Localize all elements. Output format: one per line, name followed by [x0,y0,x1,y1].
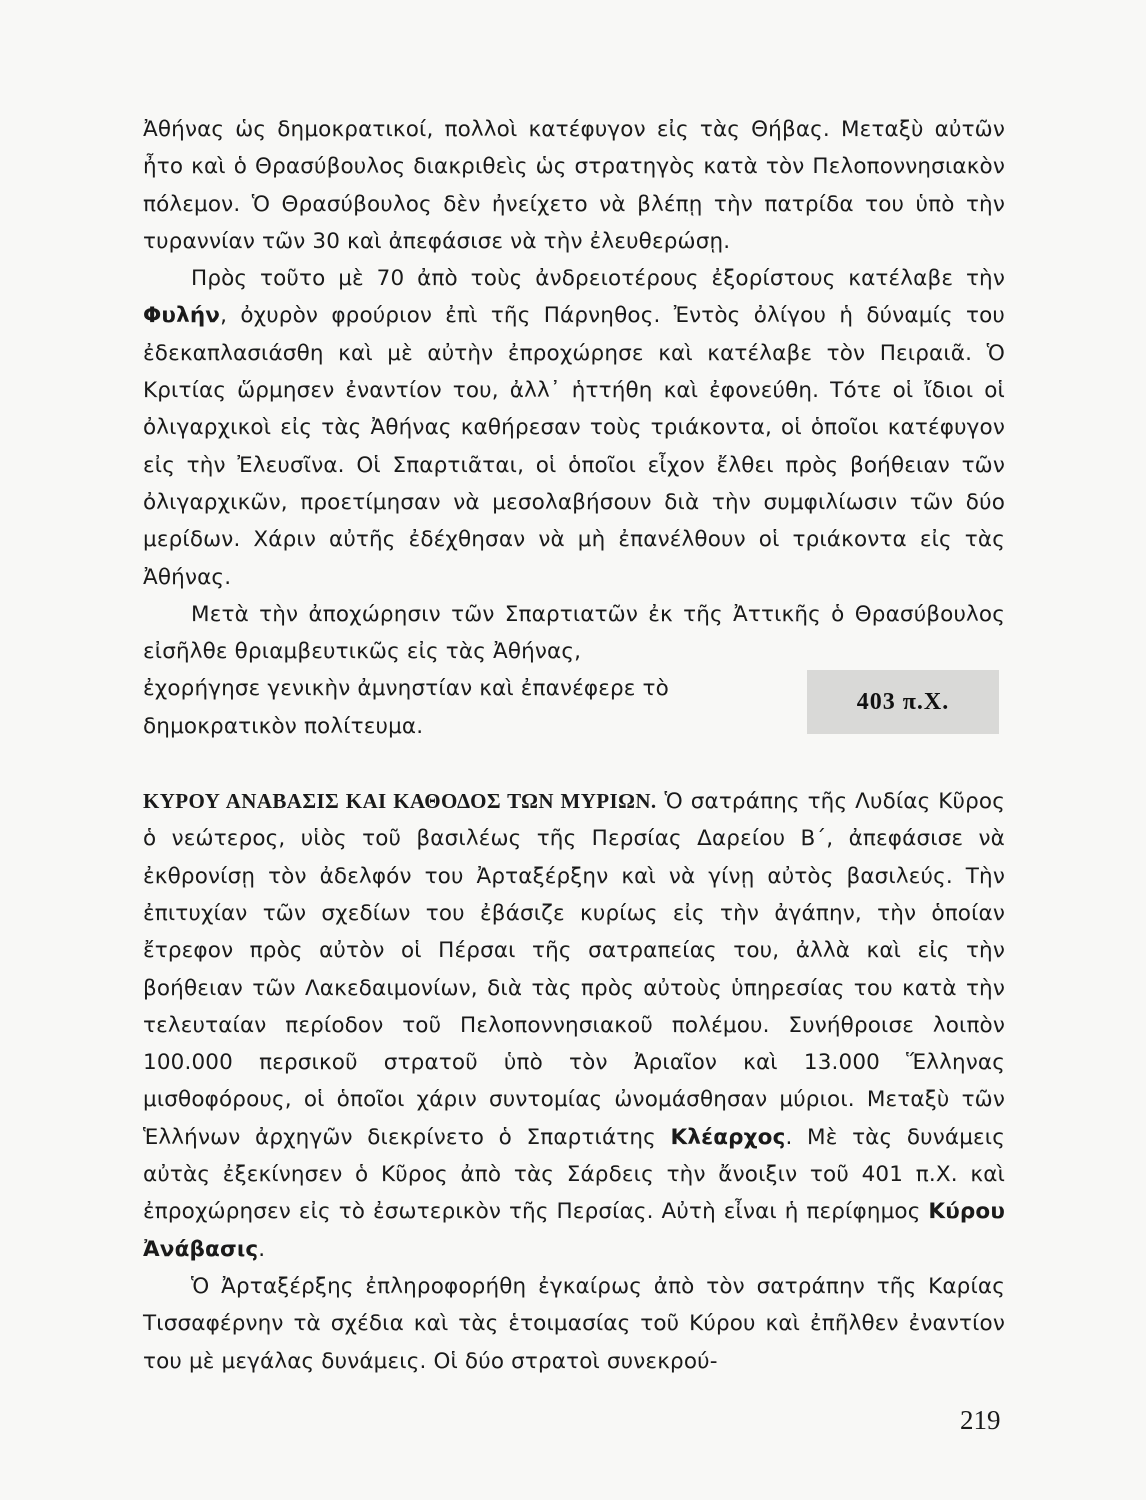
page-number: 219 [960,1405,1001,1435]
paragraph-return-end [143,708,783,745]
place-name-phyle: Φυλήν [143,303,221,329]
section-heading: ΚΥΡΟΥ ΑΝΑΒΑΣΙΣ ΚΑΙ ΚΑΘΟΔΟΣ ΤΩΝ ΜΥΡΙΩΝ. [143,789,657,814]
paragraph-text: Ἀθήνας ὡς δημοκρατικοί, πολλοὶ κατέφυγον εἰς τὰς Θήβας. Μεταξὺ αὐτῶν ἦτο καὶ ὁ Θρασύβουλος διακριθεὶς ὡς στρατηγὸς κατὰ τὸν Πελοποννησιακὸν πόλεμον. Ὁ Θρασύβουλος δὲν ἠνείχετο νὰ βλέπῃ τὴν πατρίδα του ὑπὸ τὴν τυραννίαν τῶν 30 καὶ ἀπεφάσισε νὰ τὴν ἐλευθερώσῃ. [143,117,1005,254]
paragraph-text: δημοκρατικὸν πολίτευμα. [143,713,424,739]
paragraph-text: Πρὸς τοῦτο μὲ 70 ἀπὸ τοὺς ἀνδρειοτέρους ἐξορίστους κατέλαβε τὴν [191,266,1005,292]
paragraph-text: , ὀχυρὸν φρούριον ἐπὶ τῆς Πάρνηθος. Ἐντὸς ὀλίγου ἡ δύναμίς του ἐδεκαπλασιάσθη καὶ μὲ αὐτὴν ἐπροχώρησε καὶ κατέλαβε τὸν Πειραιᾶ. Ὁ Κριτίας ὥρμησεν ἐναντίον του, ἀλλ᾽ ἡττήθη καὶ ἐφονεύθη. Τότε οἱ ἴδιοι οἱ ὀλιγαρχικοὶ εἰς τὰς Ἀθήνας καθήρεσαν τοὺς τριάκοντα, οἱ ὁποῖοι κατέφυγον εἰς τὴν Ἐλευσῖνα. Οἱ Σπαρτιᾶται, οἱ ὁποῖοι εἶχον ἔλθει πρὸς βοήθειαν τῶν ὀλιγαρχικῶν, προετίμησαν νὰ μεσολαβήσουν διὰ τὴν συμφιλίωσιν τῶν δύο μερίδων. Χάριν αὐτῆς ἐδέχθησαν νὰ μὴ ἐπανέλθουν οἱ τριάκοντα εἰς τὰς Ἀθήνας. [143,303,1005,590]
paragraph-text: . Μὲ τὰς δυνάμεις αὐτὰς ἐξεκίνησεν ὁ Κῦρος ἀπὸ τὰς Σάρδεις τὴν ἄνοιξιν τοῦ 401 π.Χ. καὶ ἐπροχώρησεν εἰς τὸ ἐσωτερικὸν τῆς Περσίας. Αὐτὴ εἶναι ἡ περίφημος [143,1124,1005,1225]
paragraph-text: Ὁ Ἀρταξέρξης ἐπληροφορήθη ἐγκαίρως ἀπὸ τὸν σατράπην τῆς Καρίας Τισσαφέρνην τὰ σχέδια καὶ τὰς ἑτοιμασίας τοῦ Κύρου καὶ ἐπῆλθεν ἐναντίον του μὲ μεγάλας δυνάμεις. Οἱ δύο στρατοὶ συνεκρού- [143,1273,1005,1374]
term-anabasis: Κύρου Ἀνάβασις [143,1199,1005,1262]
paragraph-text: Μετὰ τὴν ἀποχώρησιν τῶν Σπαρτιατῶν ἐκ τῆς Ἀττικῆς ὁ Θρασύβουλος εἰσῆλθε θριαμβευτικῶς εἰς τὰς Ἀθήνας, [143,601,1005,665]
paragraph-return-cont [143,670,783,707]
margin-date-box [807,670,999,734]
person-name-clearchus: Κλέαρχος [670,1124,786,1150]
paragraph-artaxerxes [143,1268,1005,1380]
paragraph-return [143,596,1005,671]
paragraph-thrasybulus-exile [143,111,1005,260]
section-gap [143,745,1005,783]
body-text [143,111,1005,1380]
paragraph-anabasis [143,783,1005,1268]
paragraph-text: ἐχορήγησε γενικὴν ἀμνηστίαν καὶ ἐπανέφερε τὸ [143,676,669,702]
margin-date-label: 403 π.Χ. [856,688,950,715]
paragraph-text: Ὁ σατράπης τῆς Λυδίας Κῦρος ὁ νεώτερος, υἱὸς τοῦ βασιλέως τῆς Περσίας Δαρείου Β΄, ἀπεφάσισε νὰ ἐκθρονίσῃ τὸν ἀδελφόν του Ἀρταξέρξην καὶ νὰ γίνῃ αὐτὸς βασιλεύς. Τὴν ἐπιτυχίαν τῶν σχεδίων του ἐβάσιζε κυρίως εἰς τὴν ἀγάπην, τὴν ὁποίαν ἔτρεφον πρὸς αὐτὸν οἱ Πέρσαι τῆς σατραπείας του, ἀλλὰ καὶ εἰς τὴν βοήθειαν τῶν Λακεδαιμονίων, διὰ τὰς πρὸς αὐτοὺς ὑπηρεσίας του κατὰ τὴν τελευταίαν περίοδον τοῦ Πελοποννησιακοῦ πολέμου. Συνήθροισε λοιπὸν 100.000 περσικοῦ στρατοῦ ὑπὸ τὸν Ἀριαῖον καὶ 13.000 Ἕλληνας μισθοφόρους, οἱ ὁποῖοι χάριν συντομίας ὠνομάσθησαν μύριοι. Μεταξὺ τῶν Ἑλλήνων ἀρχηγῶν διεκρίνετο ὁ Σπαρτιάτης [143,789,1005,1150]
paragraph-text: . [258,1236,266,1262]
paragraph-phyle [143,260,1005,596]
